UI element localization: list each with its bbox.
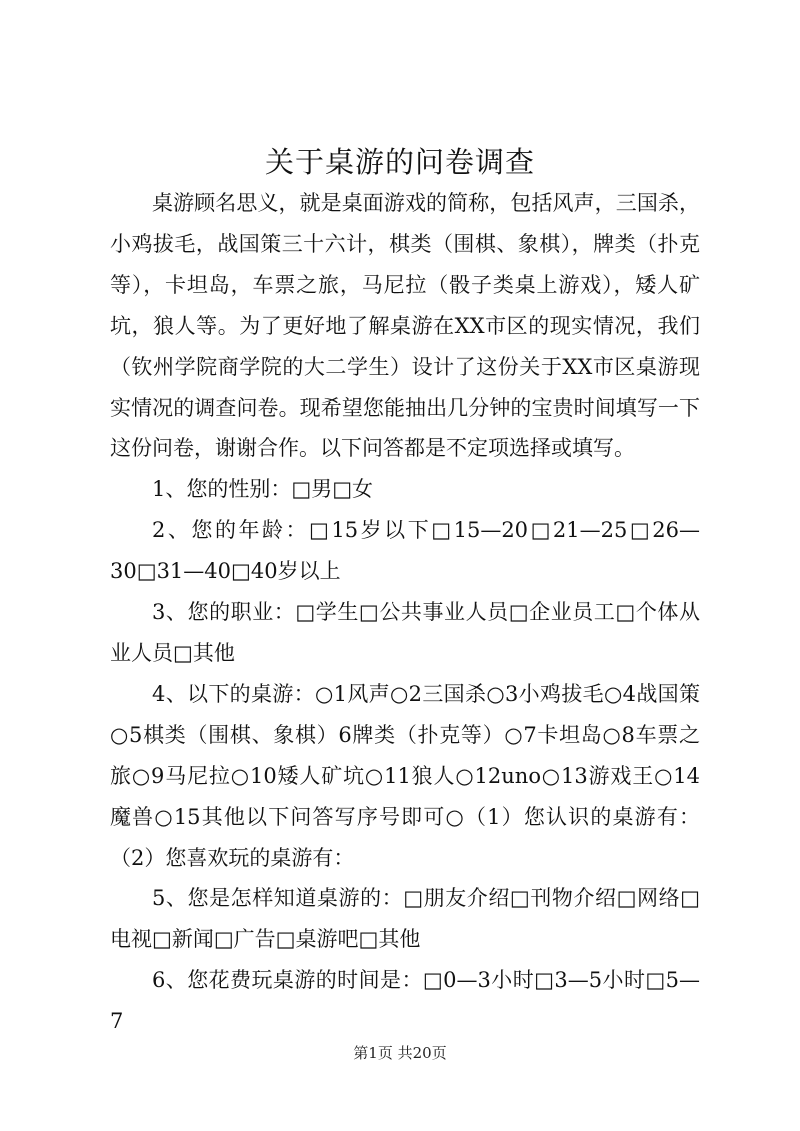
intro-paragraph: 桌游顾名思义，就是桌面游戏的简称，包括风声，三国杀，小鸡拔毛，战国策三十六计，棋类（围棋、象棋），牌类（扑克等），卡坦岛，车票之旅，马尼拉（骰子类桌上游戏），矮人矿坑，狼人等。为了更好地了解桌游在XX市区的现实情况，我们（钦州学院商学院的大二学生）设计了这份关于XX市区桌游现实情况的调查问卷。现希望您能抽出几分钟的宝贵时间填写一下这份问卷，谢谢合作。以下问答都是不定项选择或填写。	[110, 191, 700, 461]
question-occupation: 3、您的职业：□学生□公共事业人员□企业员工□个体从业人员□其他	[110, 600, 700, 665]
document-body	[110, 183, 700, 1042]
question-source: 5、您是怎样知道桌游的：□朋友介绍□刊物介绍□网络□电视□新闻□广告□桌游吧□其他	[110, 886, 700, 952]
question-age: 2、您的年龄：□15岁以下□15—20□21—25□26—30□31—40□40岁以上	[110, 518, 700, 584]
question-board-games: 4、以下的桌游：○1风声○2三国杀○3小鸡拔毛○4战国策○5棋类（围棋、象棋）6牌类（扑克等）○7卡坦岛○8车票之旅○9马尼拉○10矮人矿坑○11狼人○12uno○13游戏王○14魔兽○15其他以下问答写序号即可○（1）您认识的桌游有：（2）您喜欢玩的桌游有：	[110, 681, 700, 870]
page-footer: 第1页 共20页	[353, 1044, 447, 1062]
question-gender: 1、您的性别：□男□女	[152, 477, 374, 502]
document-title: 关于桌游的问卷调查	[264, 145, 535, 179]
question-time: 6、您花费玩桌游的时间是：□0—3小时□3—5小时□5—7	[110, 968, 700, 1034]
